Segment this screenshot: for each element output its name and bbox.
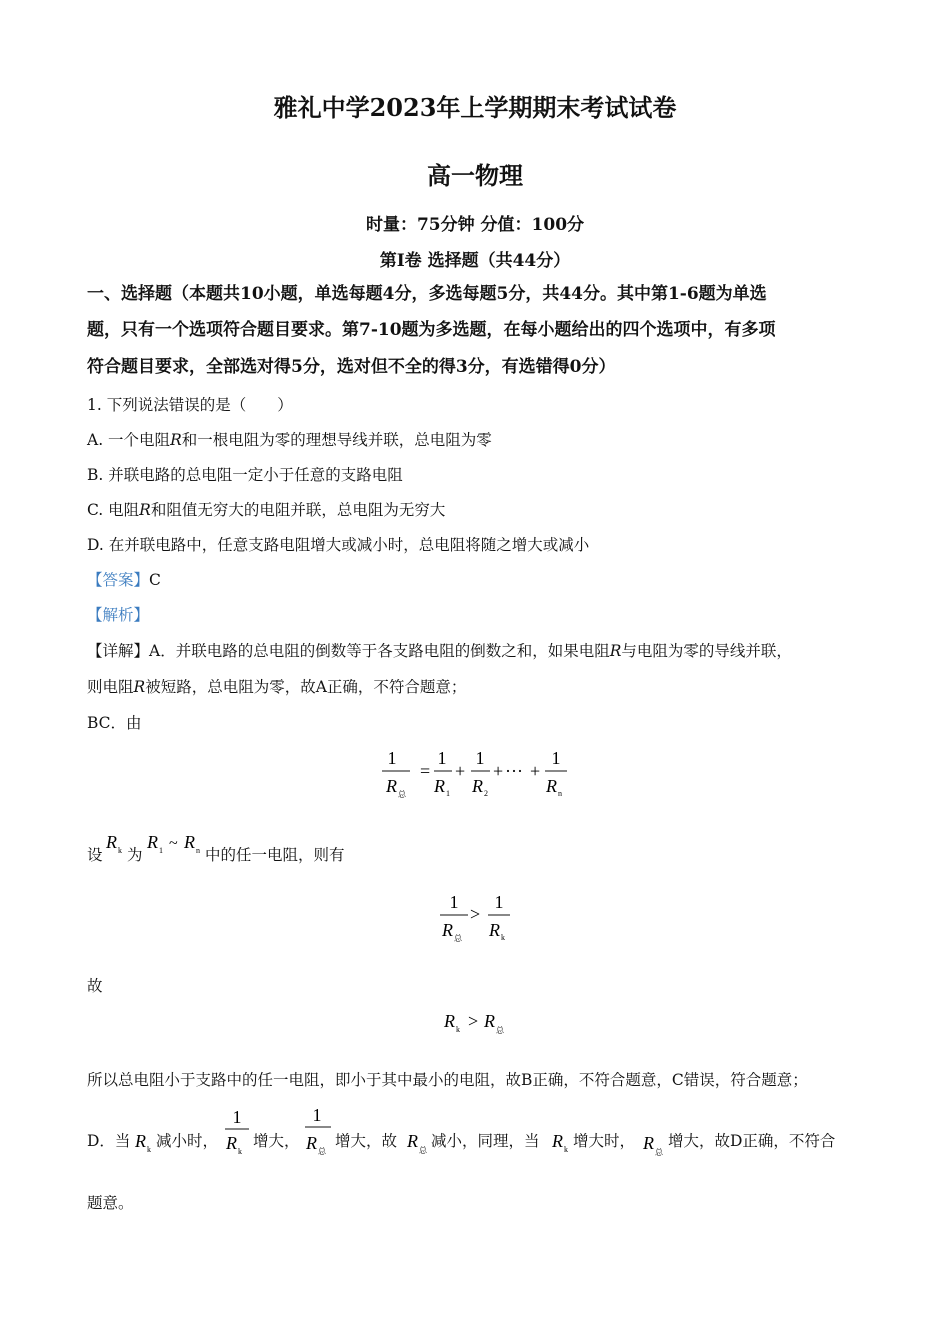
option-c-text: 和阻值无穷大的电阻并联，总电阻为无穷大: [150, 501, 446, 519]
numerator: 1: [387, 748, 397, 768]
subscript-k: k: [238, 1147, 242, 1156]
greater-than-sign: >: [468, 1011, 479, 1031]
math-rtotal: [641, 1128, 667, 1160]
subscript-n: n: [558, 789, 562, 798]
denominator-r: R: [546, 776, 557, 796]
subscript-total: 总: [655, 1148, 663, 1157]
d-text-2: 增大，: [253, 1132, 300, 1150]
inequality-reciprocal: [436, 888, 516, 946]
var-r: R: [133, 678, 146, 696]
var-r: R: [147, 832, 158, 852]
plus-sign: +: [493, 761, 504, 781]
numerator: 1: [312, 1105, 322, 1125]
option-a-prefix: A. 一个电阻: [87, 431, 171, 449]
d-text-6: 增大，故D正确，不符合: [668, 1132, 836, 1150]
subscript-total: 总: [398, 790, 406, 799]
set-mid: 为: [127, 846, 143, 864]
subscript-k: k: [501, 933, 505, 942]
detail-label: 【详解】: [87, 642, 150, 660]
inequality-resistance: [442, 1008, 514, 1038]
numerator: 1: [449, 892, 459, 912]
numerator: 1: [551, 748, 561, 768]
math-rk: [133, 1128, 155, 1158]
d-last-line: 题意。: [87, 1194, 134, 1212]
var-r: R: [484, 1011, 495, 1031]
numerator: 1: [232, 1107, 242, 1127]
denominator-r: R: [306, 1133, 317, 1153]
plus-sign: +: [455, 761, 466, 781]
var-r: R: [609, 642, 622, 660]
denominator-r: R: [442, 920, 453, 940]
subscript-total: 总: [496, 1026, 504, 1035]
fraction-1-over-rk: [222, 1103, 252, 1159]
denominator-r: R: [472, 776, 483, 796]
instructions-line-3: 符合题目要求，全部选对得5分，选对但不全的得3分，有选错得0分）: [87, 357, 616, 377]
var-r: R: [135, 1131, 146, 1151]
var-r: R: [643, 1133, 654, 1153]
therefore-label: 故: [87, 977, 103, 995]
numerator: 1: [475, 748, 485, 768]
denominator-r: R: [386, 776, 397, 796]
set-line: [87, 845, 103, 865]
explanation-text: A．并联电路的总电阻的倒数等于各支路电阻的倒数之和，如果电阻: [149, 642, 610, 660]
math-r1-rn: [145, 830, 207, 860]
ellipsis: ···: [505, 761, 523, 781]
set-post: 中的任一电阻，则有: [205, 846, 345, 864]
option-c: [87, 500, 445, 520]
var-r: R: [552, 1131, 563, 1151]
option-c-prefix: C. 电阻: [87, 501, 140, 519]
option-a-text: 和一根电阻为零的理想导线并联，总电阻为零: [181, 431, 492, 449]
denominator-r: R: [489, 920, 500, 940]
subscript-k: k: [147, 1145, 151, 1154]
answer-line: [87, 570, 161, 590]
fraction-1-over-rtotal: [302, 1103, 334, 1159]
option-a-var: R: [170, 431, 182, 449]
parallel-resistance-formula: [380, 744, 580, 802]
subscript-total: 总: [454, 934, 462, 943]
conclusion-bc: 所以总电阻小于支路中的任一电阻，即小于其中最小的电阻，故B正确，不符合题意，C错误，符合题意；: [87, 1071, 808, 1089]
exam-info: 时量：75分钟 分值：100分: [365, 215, 585, 235]
explanation-line-2: [87, 677, 466, 697]
denominator-r: R: [226, 1133, 237, 1153]
answer-label: 【答案】: [87, 571, 150, 589]
d-text-1: 减小时，: [156, 1132, 219, 1150]
equals-sign: =: [420, 761, 431, 781]
greater-than-sign: >: [470, 904, 481, 924]
subscript-1: 1: [446, 789, 450, 798]
analysis-label: 【解析】: [87, 606, 150, 624]
explanation-text: 与电阻为零的导线并联，: [621, 642, 792, 660]
explanation-line-1: [87, 641, 792, 661]
subscript-total: 总: [318, 1147, 326, 1156]
subscript-total: 总: [419, 1146, 427, 1155]
numerator: 1: [437, 748, 447, 768]
d-text-4: 减小，同理，当: [431, 1132, 540, 1150]
var-r: R: [184, 832, 195, 852]
explanation-text: 则电阻: [87, 678, 134, 696]
option-b: B. 并联电路的总电阻一定小于任意的支路电阻: [87, 466, 403, 484]
section-title: 第Ⅰ卷 选择题（共44分）: [379, 251, 571, 271]
subscript-n: n: [196, 846, 200, 855]
var-r: R: [106, 832, 117, 852]
math-rk: [550, 1128, 572, 1158]
d-prefix: D．当: [87, 1132, 131, 1150]
explanation-text: 被短路，总电阻为零，故A正确，不符合题意；: [145, 678, 467, 696]
subscript-2: 2: [484, 789, 488, 798]
var-r: R: [444, 1011, 455, 1031]
option-c-var: R: [139, 501, 151, 519]
subscript-k: k: [118, 846, 122, 855]
exam-title: 雅礼中学2023年上学期期末考试试卷: [273, 93, 677, 122]
option-d: D. 在并联电路中，任意支路电阻增大或减小时，总电阻将随之增大或减小: [87, 536, 590, 554]
question-stem: 1. 下列说法错误的是（ ）: [87, 396, 293, 414]
bc-intro: BC．由: [87, 714, 142, 732]
var-r: R: [407, 1131, 418, 1151]
answer-value: C: [149, 571, 161, 589]
subscript-k: k: [456, 1025, 460, 1034]
explanation-text: 设: [87, 846, 103, 864]
numerator: 1: [494, 892, 504, 912]
instructions-line-2: 题，只有一个选项符合题目要求。第7-10题为多选题，在每小题给出的四个选项中，有多项: [87, 320, 776, 340]
option-a: [87, 430, 492, 450]
instructions-line-1: 一、选择题（本题共10小题，单选每题4分，多选每题5分，共44分。其中第1-6题为单选: [87, 284, 767, 304]
subscript-k: k: [564, 1145, 568, 1154]
d-text-3: 增大，故: [335, 1132, 398, 1150]
plus-sign: +: [530, 761, 541, 781]
d-text-5: 增大时，: [573, 1132, 636, 1150]
tilde-sign: ~: [169, 835, 178, 852]
subject-title: 高一物理: [427, 161, 523, 190]
subscript-1: 1: [159, 846, 163, 855]
math-rtotal: [405, 1128, 431, 1158]
denominator-r: R: [434, 776, 445, 796]
